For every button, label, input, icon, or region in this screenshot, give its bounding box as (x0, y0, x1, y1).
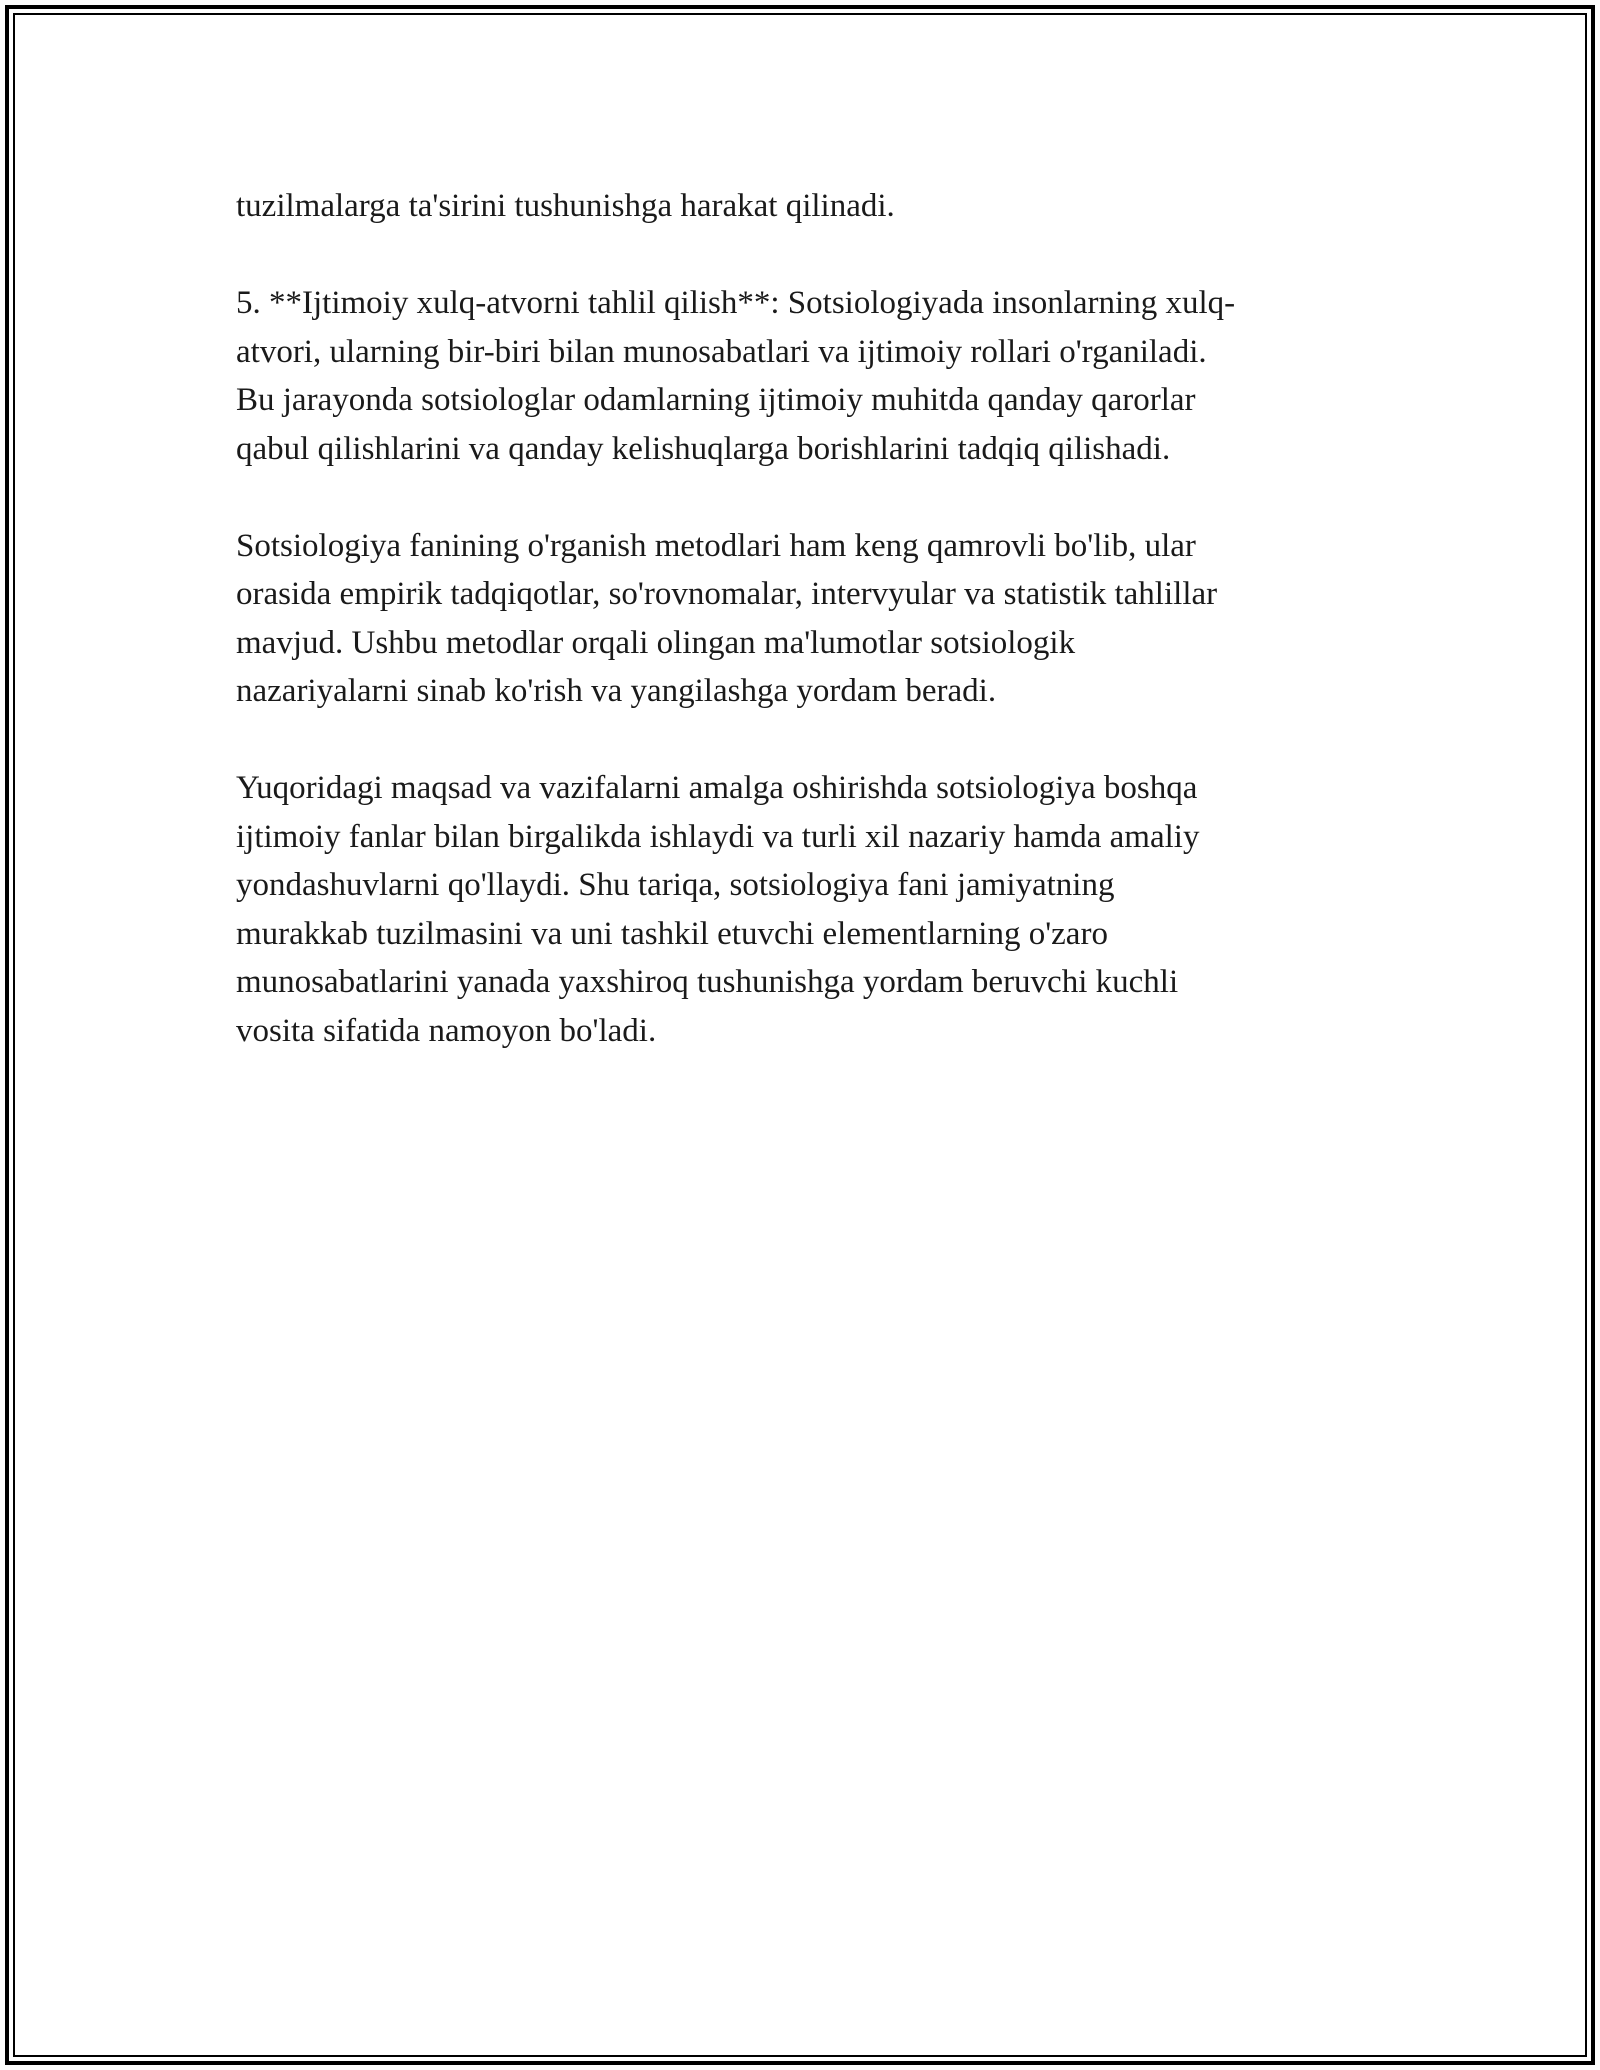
paragraph-continuation (236, 182, 1356, 231)
text-line: Sotsiologiya fanining o'rganish metodlari ham keng qamrovli bo'lib, ular (236, 527, 1196, 564)
text-line: nazariyalarni sinab ko'rish va yangilashga yordam beradi. (236, 673, 997, 709)
text-line: murakkab tuzilmasini va uni tashkil etuvchi elementlarning o'zaro (236, 915, 1108, 952)
text-line: qabul qilishlarini va qanday kelishuqlarga borishlarini tadqiq qilishadi. (236, 430, 1171, 467)
text-line: mavjud. Ushbu metodlar orqali olingan ma'lumotlar sotsiologik (236, 624, 1076, 661)
paragraph-methods (236, 522, 1356, 716)
text-line: 5. **Ijtimoiy xulq-atvorni tahlil qilish**: Sotsiologiyada insonlarning xulq- (236, 285, 1236, 321)
text-line: atvori, ularning bir-biri bilan munosabatlari va ijtimoiy rollari o'rganiladi. (236, 333, 1207, 370)
document-body (236, 182, 1356, 1104)
text-line: ijtimoiy fanlar bilan birgalikda ishlaydi va turli xil nazariy hamda amaliy (236, 818, 1200, 855)
text-line: tuzilmalarga ta'sirini tushunishga harakat qilinadi. (236, 188, 895, 224)
text-line: Bu jarayonda sotsiologlar odamlarning ijtimoiy muhitda qanday qarorlar (236, 382, 1196, 418)
paragraph-social-behavior (236, 279, 1356, 473)
text-line: orasida empirik tadqiqotlar, so'rovnomalar, intervyular va statistik tahlillar (236, 576, 1218, 612)
text-line: munosabatlarini yanada yaxshiroq tushunishga yordam beruvchi kuchli (236, 964, 1179, 1000)
text-line: yondashuvlarni qo'llaydi. Shu tariqa, sotsiologiya fani jamiyatning (236, 867, 1115, 903)
text-line: Yuqoridagi maqsad va vazifalarni amalga oshirishda sotsiologiya boshqa (236, 770, 1198, 806)
paragraph-conclusion (236, 764, 1356, 1055)
text-line: vosita sifatida namoyon bo'ladi. (236, 1012, 657, 1049)
